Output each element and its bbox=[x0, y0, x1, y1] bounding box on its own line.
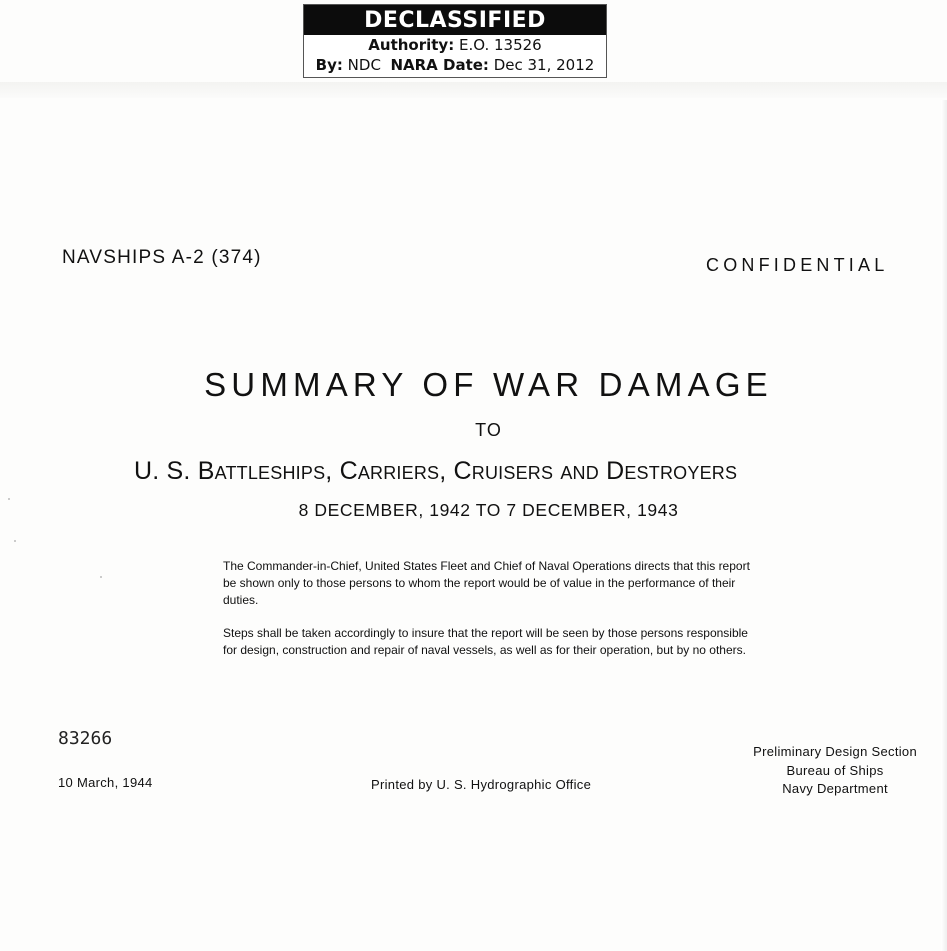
page-edge-shadow bbox=[941, 100, 947, 951]
document-subject: U. S. Battleships, Carriers, Cruisers and Destroyers bbox=[134, 457, 738, 485]
scan-artifact bbox=[0, 82, 947, 98]
stamp-authority-value: E.O. 13526 bbox=[459, 36, 542, 54]
issuing-office bbox=[753, 743, 917, 799]
stamp-authority-label: Authority: bbox=[368, 36, 455, 54]
document-number: NAVSHIPS A-2 (374) bbox=[62, 247, 262, 268]
stamp-by-value: NDC bbox=[347, 56, 381, 74]
stamp-by-line bbox=[304, 55, 606, 75]
report-period: 8 DECEMBER, 1942 TO 7 DECEMBER, 1943 bbox=[298, 500, 679, 520]
distribution-notice-paragraph: The Commander-in-Chief, United States Fleet and Chief of Naval Operations directs that this report be shown only to those persons to whom the report would be of value in the performance of their duties. bbox=[223, 559, 750, 607]
title-connector: TO bbox=[475, 420, 502, 440]
scan-speck bbox=[100, 576, 102, 578]
stamp-nara-value: Dec 31, 2012 bbox=[493, 56, 595, 74]
issuer-department: Navy Department bbox=[782, 781, 888, 796]
stamp-nara-label: NARA Date: bbox=[390, 56, 489, 74]
stamp-by-label: By: bbox=[315, 56, 343, 74]
scan-speck bbox=[14, 540, 16, 542]
issue-date: 10 March, 1944 bbox=[58, 775, 153, 790]
distribution-notice-paragraph: Steps shall be taken accordingly to insure that the report will be seen by those persons responsible for design, construction and repair of naval vessels, as well as for their operation, but by no others. bbox=[223, 626, 748, 657]
stamp-heading: DECLASSIFIED bbox=[304, 5, 606, 35]
printer-credit: Printed by U. S. Hydrographic Office bbox=[371, 777, 592, 792]
declassified-stamp bbox=[303, 4, 607, 78]
stamp-authority-line bbox=[304, 35, 606, 55]
issuer-bureau: Bureau of Ships bbox=[786, 762, 884, 778]
issuer-section: Preliminary Design Section bbox=[753, 744, 917, 759]
classification-marking: CONFIDENTIAL bbox=[706, 255, 889, 275]
serial-number: 83266 bbox=[58, 728, 113, 749]
document-title: SUMMARY OF WAR DAMAGE bbox=[204, 366, 773, 403]
